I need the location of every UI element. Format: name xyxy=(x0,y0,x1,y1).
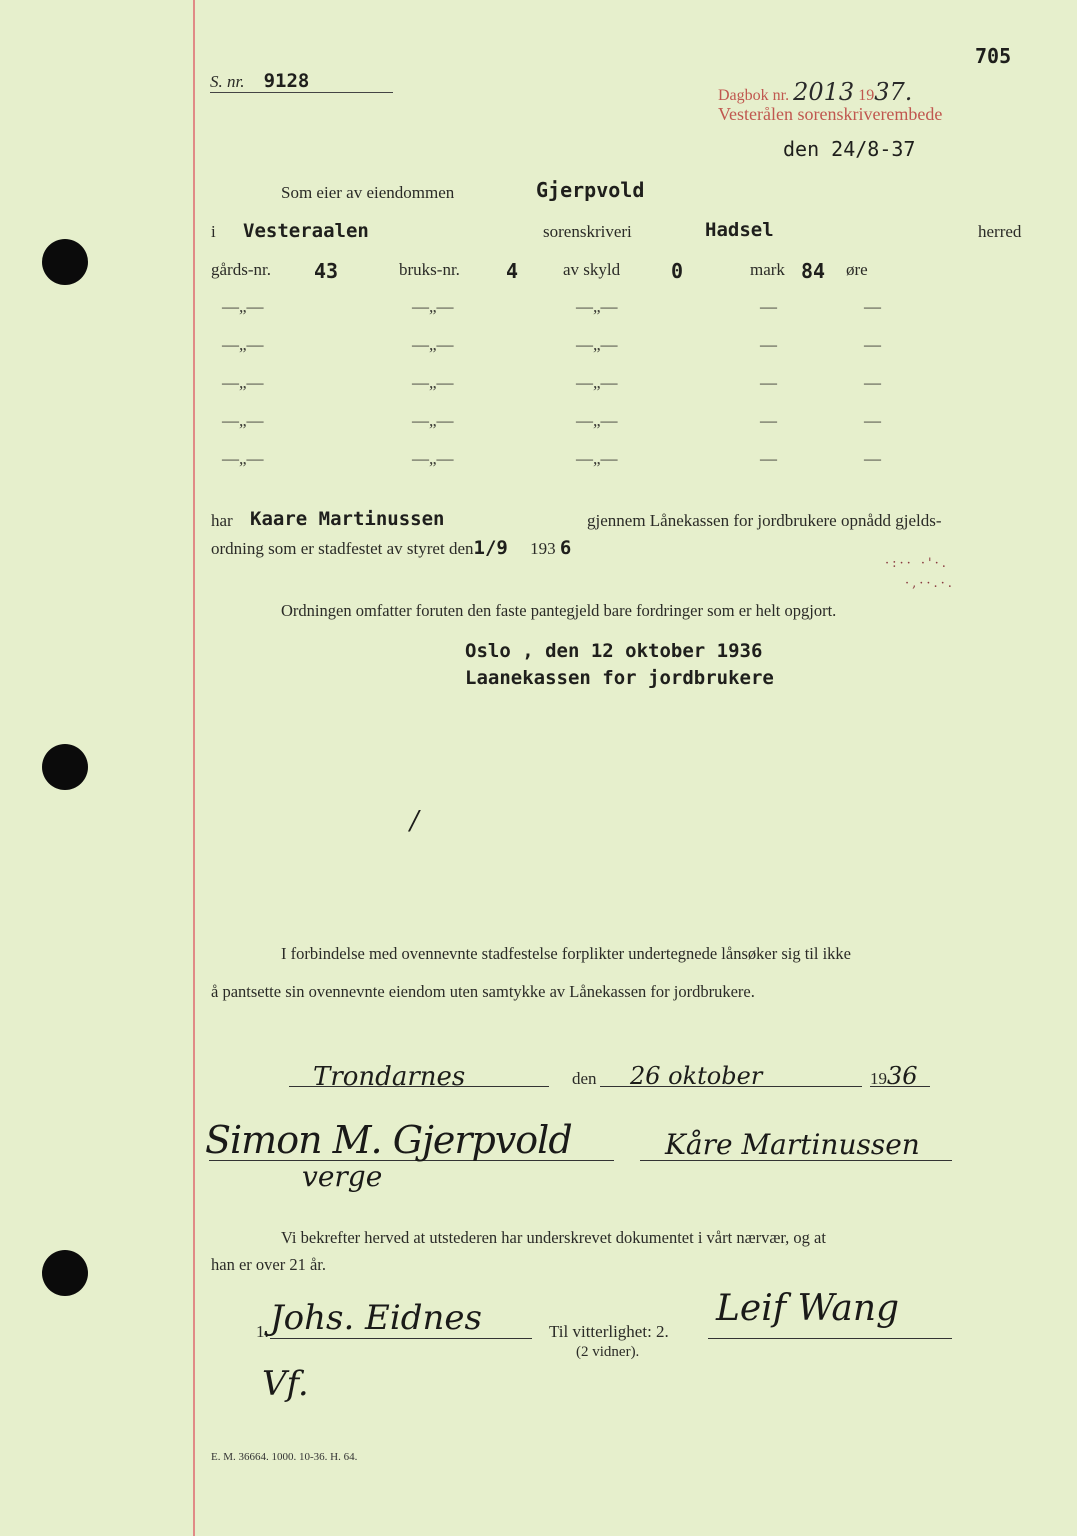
debtor-name: Kaare Martinussen xyxy=(250,508,445,530)
witness1-line xyxy=(270,1338,532,1339)
witness2-line xyxy=(708,1338,952,1339)
mark-label: mark xyxy=(750,260,785,279)
snr-label: S. nr. xyxy=(210,72,245,91)
district-name: Vesteraalen xyxy=(243,220,369,242)
ditto-mark: —„— xyxy=(222,297,264,316)
skyld-value: 0 xyxy=(671,259,684,283)
page-number: 705 xyxy=(975,44,1012,68)
dash-mark: — xyxy=(760,373,777,392)
signing-place: Trondarnes xyxy=(313,1062,466,1092)
ditto-mark: —„— xyxy=(412,335,454,354)
pen-mark: / xyxy=(410,806,419,836)
stamp-dagbok-value: 2013 xyxy=(793,78,855,106)
body-line1-rest: gjennem Lånekassen for jordbrukere opnådd gjelds- xyxy=(587,511,942,530)
year-field xyxy=(870,1062,930,1090)
dash-mark: — xyxy=(760,297,777,316)
place-field xyxy=(289,1062,549,1092)
witness-text-line2: han er over 21 år. xyxy=(211,1255,326,1274)
dash-mark: — xyxy=(864,373,881,392)
municipality-name: Hadsel xyxy=(705,219,774,241)
signing-year-prefix: 19 xyxy=(870,1069,887,1088)
dash-mark: — xyxy=(864,335,881,354)
gards-label: gårds-nr. xyxy=(211,260,271,279)
stamp-dagbok-label: Dagbok nr. xyxy=(718,87,790,104)
witness2-signature: Leif Wang xyxy=(716,1288,900,1329)
signing-den-label: den xyxy=(572,1069,597,1088)
punch-hole-top xyxy=(42,239,88,285)
ditto-mark: —„— xyxy=(412,411,454,430)
dash-mark: — xyxy=(760,411,777,430)
styret-date: 1/9 xyxy=(473,537,508,559)
gards-value: 43 xyxy=(314,259,339,283)
signing-year-suffix: 36 xyxy=(887,1062,918,1090)
snr-field xyxy=(210,70,393,93)
date-field xyxy=(600,1062,862,1090)
prefix-i: i xyxy=(211,222,216,241)
ditto-mark: —„— xyxy=(412,373,454,392)
institution-name: Laanekassen for jordbrukere xyxy=(465,667,774,689)
ditto-mark: —„— xyxy=(576,297,618,316)
witness-text-line1: Vi bekrefter herved at utstederen har underskrevet dokumentet i vårt nærvær, og at xyxy=(281,1228,826,1247)
dash-mark: — xyxy=(864,297,881,316)
har-label: har xyxy=(211,511,233,530)
signature-left: Simon M. Gjerpvold xyxy=(205,1118,572,1162)
ditto-mark: —„— xyxy=(412,449,454,468)
margin-rule xyxy=(193,0,195,1536)
ditto-mark: —„— xyxy=(222,449,264,468)
dash-mark: — xyxy=(864,411,881,430)
red-ink-marks: ·:·· ·'·. xyxy=(885,556,949,571)
signature-left-sub: verge xyxy=(302,1160,383,1193)
ditto-mark: —„— xyxy=(576,449,618,468)
forbindelse-line2: å pantsette sin ovennevnte eiendom uten samtykke av Lånekassen for jordbrukere. xyxy=(211,982,755,1001)
ditto-mark: —„— xyxy=(222,373,264,392)
punch-hole-bottom xyxy=(42,1250,88,1296)
witness1-signature: Johs. Eidnes xyxy=(270,1298,482,1338)
forbindelse-line1: I forbindelse med ovennevnte stadfestelse forplikter undertegnede lånsøker sig til ikke xyxy=(281,944,851,963)
vidner-note: (2 vidner). xyxy=(576,1344,640,1360)
bruks-value: 4 xyxy=(506,259,519,283)
stamp-year-value: 37. xyxy=(874,78,913,106)
year-prefix: 193 xyxy=(530,539,556,558)
stamp-date: den 24/8-37 xyxy=(783,137,916,161)
dash-mark: — xyxy=(864,449,881,468)
ditto-mark: —„— xyxy=(222,335,264,354)
bruks-label: bruks-nr. xyxy=(399,260,460,279)
stamp-office: Vesterålen sorenskriverembede xyxy=(718,104,943,124)
dash-mark: — xyxy=(760,335,777,354)
stamp-dagbok xyxy=(718,78,912,106)
mark-value: 84 xyxy=(801,259,826,283)
ditto-mark: —„— xyxy=(222,411,264,430)
stamp-year-suffix: 19 xyxy=(858,87,875,104)
herred-label: herred xyxy=(978,222,1022,241)
ditto-mark: —„— xyxy=(576,335,618,354)
year-digit: 6 xyxy=(559,537,572,559)
body-line2-start: ordning som er stadfestet av styret den xyxy=(211,539,474,558)
body-line2 xyxy=(211,537,571,559)
punch-hole-middle xyxy=(42,744,88,790)
red-ink-marks: ·,··.·. xyxy=(905,576,955,591)
print-code: E. M. 36664. 1000. 10-36. H. 64. xyxy=(211,1451,358,1463)
dash-mark: — xyxy=(760,449,777,468)
til-vitterlighet-label: Til vitterlighet: 2. xyxy=(549,1322,669,1341)
property-name: Gjerpvold xyxy=(536,178,645,202)
skyld-label: av skyld xyxy=(563,260,621,279)
ditto-mark: —„— xyxy=(412,297,454,316)
signature-right: Kåre Martinussen xyxy=(665,1128,920,1161)
sorenskriveri-label: sorenskriveri xyxy=(543,222,632,241)
signing-date: 26 oktober xyxy=(630,1062,763,1090)
witness-num1: 1. xyxy=(256,1322,269,1341)
ditto-mark: —„— xyxy=(576,411,618,430)
ore-label: øre xyxy=(846,260,868,279)
ordningen-text: Ordningen omfatter foruten den faste pantegjeld bare fordringer som er helt opgjort. xyxy=(281,601,837,620)
oslo-line: Oslo , den 12 oktober 1936 xyxy=(465,640,763,662)
owner-intro: Som eier av eiendommen xyxy=(281,183,455,202)
ditto-mark: —„— xyxy=(576,373,618,392)
witness1-sub: Vf. xyxy=(262,1364,309,1404)
snr-value: 9128 xyxy=(263,70,310,92)
